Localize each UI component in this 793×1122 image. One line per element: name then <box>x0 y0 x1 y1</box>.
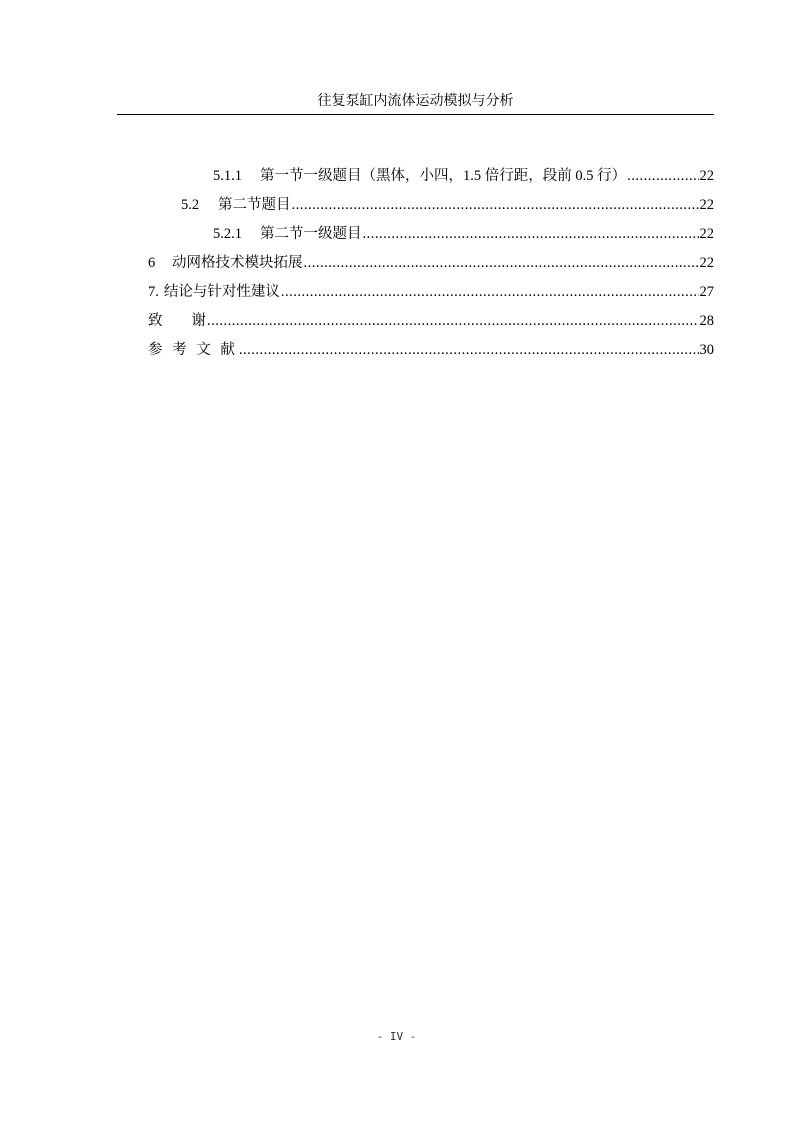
toc-leader-dots <box>281 282 699 302</box>
toc-entry-page: 22 <box>699 168 714 184</box>
toc-entry-references[interactable] <box>148 334 714 360</box>
toc-entry-number: 7. <box>148 284 159 300</box>
toc-entry-number: 5.2 <box>181 197 200 213</box>
toc-entry-number: 6 <box>148 255 156 271</box>
toc-entry-title: 结论与针对性建议 <box>163 284 280 300</box>
toc-entry-page: 22 <box>699 255 714 271</box>
toc-leader-dots <box>239 340 699 360</box>
toc-entry-title: 第二节题目 <box>218 197 291 213</box>
running-header: 往复泵缸内流体运动模拟与分析 <box>317 94 514 109</box>
toc-entry-title: 参 考 文 献 <box>148 342 238 358</box>
toc-entry-7[interactable] <box>148 276 714 302</box>
toc-entry-title: 第二节一级题目 <box>260 226 362 242</box>
header-rule <box>117 114 714 115</box>
toc-entry-number: 5.2.1 <box>213 226 242 242</box>
toc-entry-5-2[interactable] <box>181 189 714 215</box>
toc-leader-dots <box>363 224 699 244</box>
toc-leader-dots <box>627 166 698 186</box>
toc-leader-dots <box>207 311 699 331</box>
toc-leader-dots <box>304 253 699 273</box>
toc-entry-number: 5.1.1 <box>213 168 242 184</box>
toc-entry-title: 第一节一级题目（黑体，小四，1.5 倍行距，段前 0.5 行） <box>260 168 627 184</box>
page-number: - IV - <box>376 1030 417 1043</box>
toc-entry-page: 22 <box>699 226 714 242</box>
toc-entry-title: 动网格技术模块拓展 <box>172 255 303 271</box>
toc-entry-page: 28 <box>699 313 714 329</box>
toc-entry-page: 30 <box>699 342 714 358</box>
toc-entry-acknowledgements[interactable] <box>148 305 714 331</box>
toc-entry-6[interactable] <box>148 247 714 273</box>
toc-entry-page: 27 <box>699 284 714 300</box>
toc-entry-5-2-1[interactable] <box>213 218 714 244</box>
toc-entry-5-1-1[interactable] <box>213 160 714 186</box>
toc-entry-page: 22 <box>699 197 714 213</box>
toc-entry-title: 致 谢 <box>148 313 206 329</box>
toc-leader-dots <box>292 195 699 215</box>
